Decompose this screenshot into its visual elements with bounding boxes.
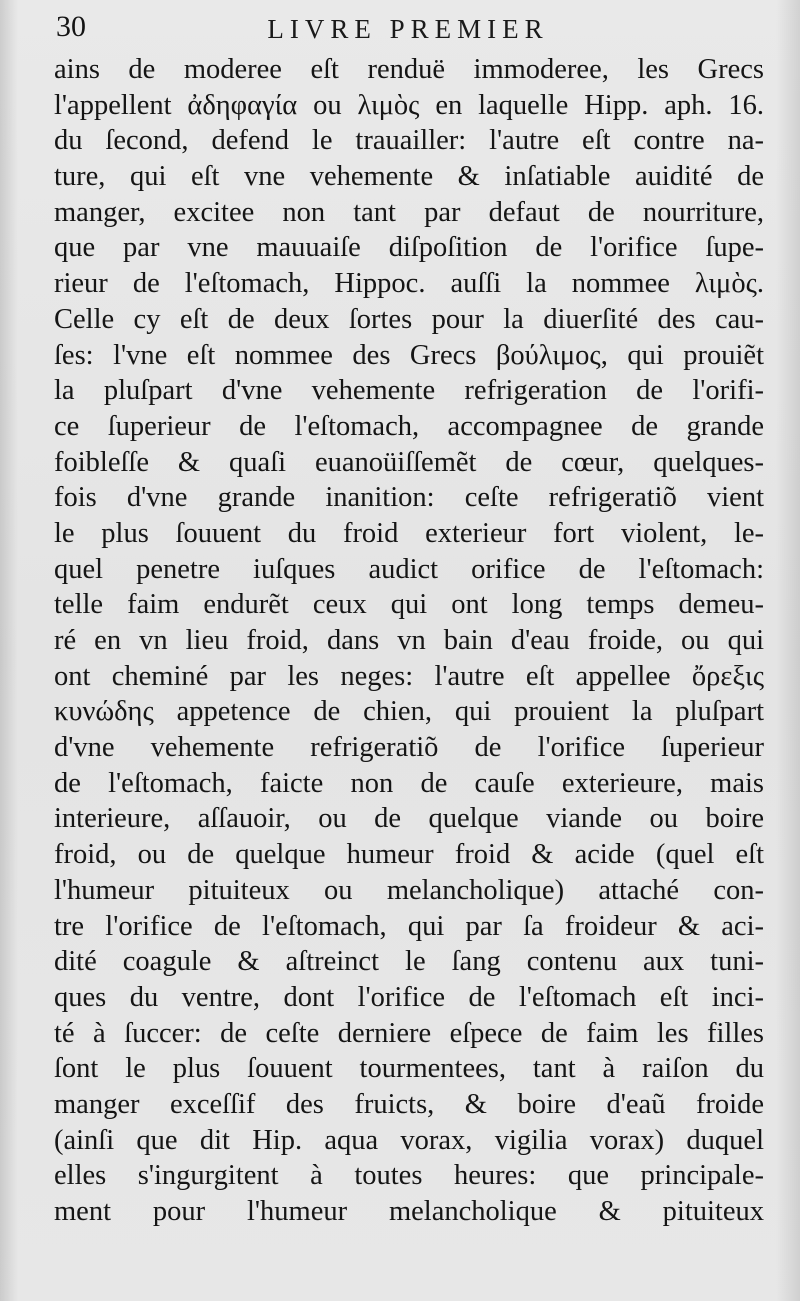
page-number: 30 [56, 10, 86, 43]
text-line: la pluſpart d'vne vehemente refrigeration de l'orifi- [54, 375, 764, 407]
text-line: manger, excitee non tant par defaut de nourriture, [54, 196, 764, 228]
body-text [54, 52, 764, 1230]
text-line: té à ſuccer: de ceſte derniere eſpece de faim les filles [54, 1017, 764, 1049]
text-line: d'vne vehemente refrigeratiõ de l'orifice ſuperieur [54, 732, 764, 764]
text-line: que par vne mauuaiſe diſpoſition de l'orifice ſupe- [54, 232, 764, 264]
text-line: tre l'orifice de l'eſtomach, qui par ſa froideur & aci- [54, 910, 764, 942]
text-line: ture, qui eſt vne vehemente & inſatiable auidité de [54, 161, 764, 193]
text-line: l'humeur pituiteux ou melancholique) attaché con- [54, 874, 764, 906]
text-line: ré en vn lieu froid, dans vn bain d'eau froide, ou qui [54, 625, 764, 656]
text-line: (ainſi que dit Hip. aqua vorax, vigilia vorax) duquel [54, 1124, 764, 1156]
page-gutter-shadow [0, 0, 18, 1301]
text-line: fois d'vne grande inanition: ceſte refrigeratiõ vient [54, 482, 764, 514]
text-line: le plus ſouuent du froid exterieur fort violent, le- [54, 517, 764, 549]
page-edge-shadow [776, 0, 800, 1301]
page-header [56, 10, 760, 50]
text-line: quel penetre iuſques audict orifice de l'eſtomach: [54, 553, 764, 585]
text-line: dité coagule & aſtreinct le ſang contenu aux tuni- [54, 946, 764, 978]
text-line: interieure, aſſauoir, ou de quelque viande ou boire [54, 803, 764, 835]
text-line: l'appellent ἀδηφαγία ou λιμὸς en laquelle Hipp. aph. 16. [54, 89, 764, 121]
text-line: du ſecond, defend le trauailler: l'autre eſt contre na- [54, 125, 764, 157]
text-line: rieur de l'eſtomach, Hippoc. auſſi la nommee λιμὸς. [54, 268, 764, 300]
text-line: foibleſſe & quaſi euanoüiſſemẽt de cœur, quelques- [54, 446, 764, 478]
running-title: LIVRE PREMIER [267, 14, 549, 44]
text-line: manger exceſſif des fruicts, & boire d'eaũ froide [54, 1088, 764, 1120]
text-line: ce ſuperieur de l'eſtomach, accompagnee de grande [54, 410, 764, 442]
text-line: elles s'ingurgitent à toutes heures: que principale- [54, 1160, 764, 1192]
text-line: telle faim endurẽt ceux qui ont long temps demeu- [54, 589, 764, 621]
text-line: ſont le plus ſouuent tourmentees, tant à raiſon du [54, 1053, 764, 1085]
text-line: de l'eſtomach, faicte non de cauſe exterieure, mais [54, 767, 764, 799]
text-line: κυνώδης appetence de chien, qui prouient la pluſpart [54, 696, 764, 728]
text-line: froid, ou de quelque humeur froid & acide (quel eſt [54, 839, 764, 871]
text-line: ont cheminé par les neges: l'autre eſt appellee ὄρεξις [54, 660, 764, 692]
text-line: ment pour l'humeur melancholique & pituiteux [54, 1196, 764, 1227]
text-line: ains de moderee eſt renduë immoderee, les Grecs [54, 54, 764, 85]
text-line: Celle cy eſt de deux ſortes pour la diuerſité des cau- [54, 303, 764, 335]
text-line: ſes: l'vne eſt nommee des Grecs βούλιμος, qui prouiẽt [54, 339, 764, 371]
text-line: ques du ventre, dont l'orifice de l'eſtomach eſt inci- [54, 981, 764, 1013]
